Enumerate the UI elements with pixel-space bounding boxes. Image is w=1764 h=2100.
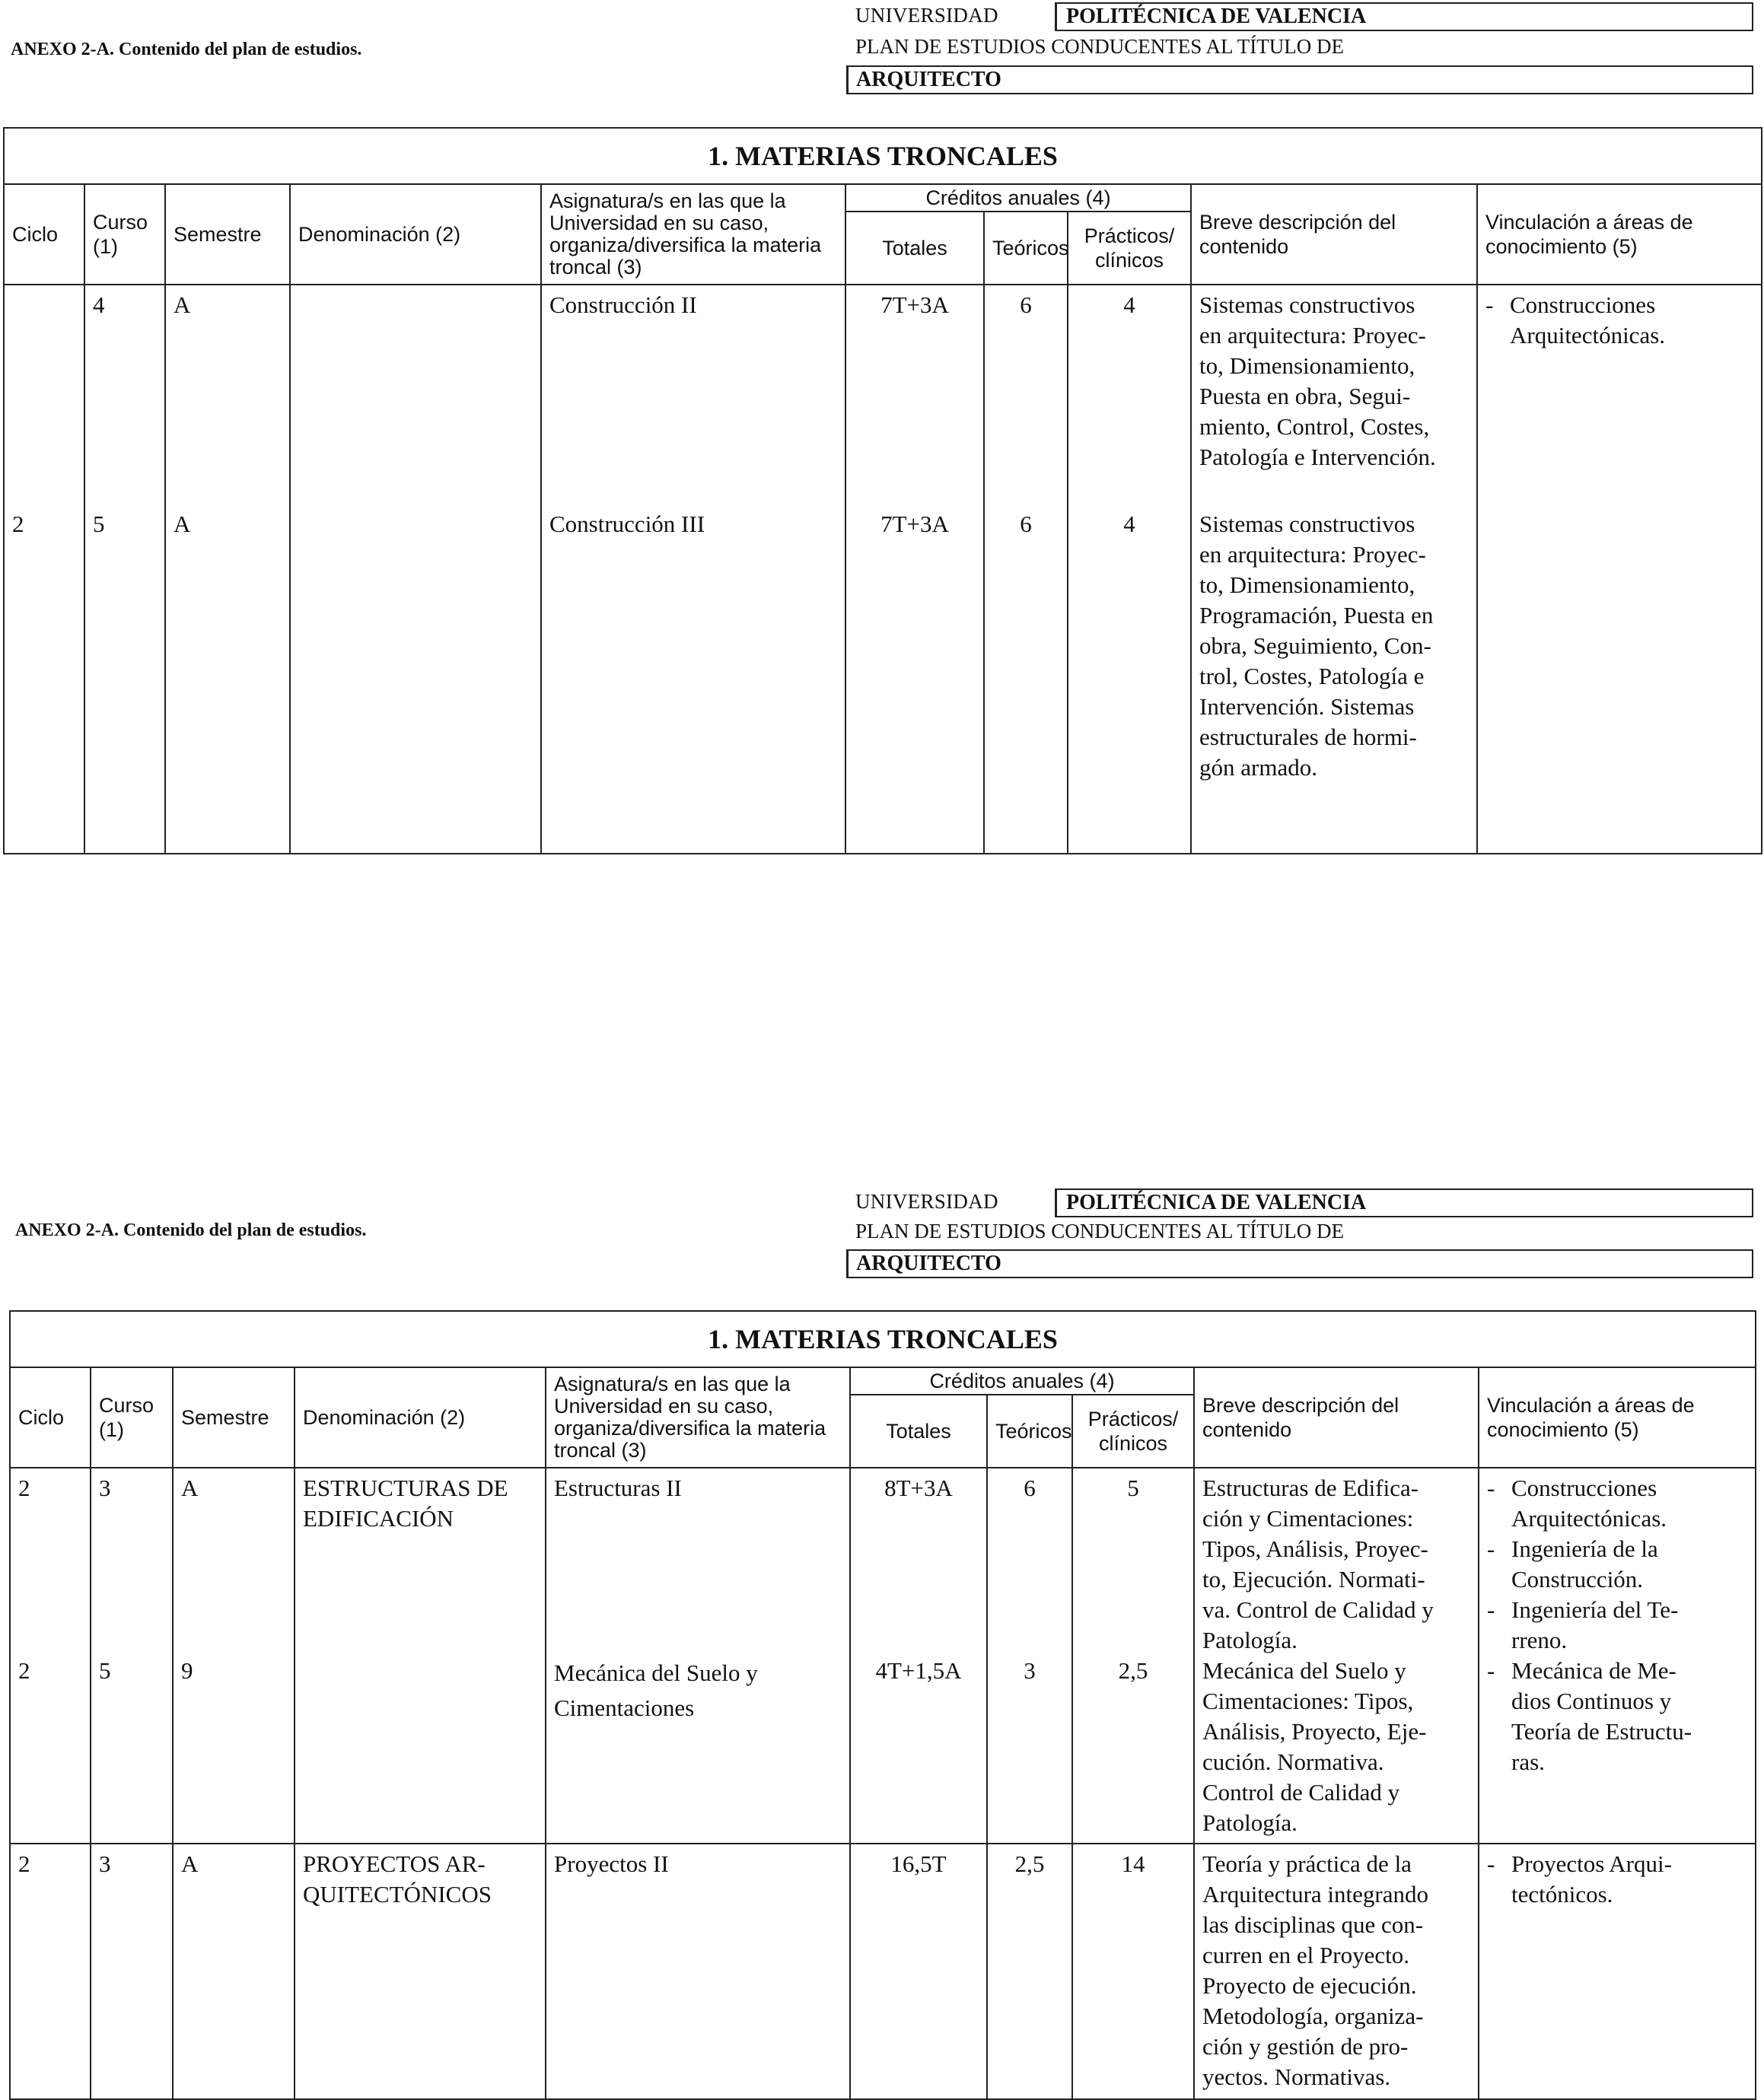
description-line: Metodología, organiza- bbox=[1202, 2003, 1424, 2029]
area-line: Ingeniería del Te- bbox=[1511, 1596, 1679, 1623]
description-line: Sistemas constructivos bbox=[1199, 291, 1415, 318]
curso-value: 3 bbox=[99, 1475, 111, 1501]
header-teoricos: Teóricos bbox=[987, 1395, 1072, 1468]
description-line: Patología e Intervención. bbox=[1199, 444, 1436, 470]
cell-asignatura bbox=[546, 1468, 850, 1844]
cell-totales bbox=[850, 1468, 987, 1844]
cell-descripcion bbox=[1194, 1468, 1479, 1844]
header-totales: Totales bbox=[850, 1395, 987, 1468]
header-asignatura: Asignatura/s en las que la Universidad en su caso, organiza/diversifica la materia troncal (3) bbox=[541, 184, 845, 285]
university-name-box: POLITÉCNICA DE VALENCIA bbox=[1055, 1188, 1753, 1217]
description-line: Sistemas constructivos bbox=[1199, 511, 1415, 537]
cell-semestre: A bbox=[173, 1844, 295, 2099]
description-line: Análisis, Proyecto, Eje- bbox=[1202, 1718, 1427, 1745]
semestre-value: 9 bbox=[181, 1657, 193, 1684]
semestre-value: A bbox=[174, 511, 191, 537]
plan-label: PLAN DE ESTUDIOS CONDUCENTES AL TÍTULO DE bbox=[855, 35, 1344, 58]
practicos-value: 4 bbox=[1123, 511, 1135, 537]
area-line: tectónicos. bbox=[1511, 1881, 1613, 1908]
area-line: Proyectos Arqui- bbox=[1511, 1850, 1672, 1877]
ciclo-value: 2 bbox=[12, 511, 24, 537]
header-creditos: Créditos anuales (4) bbox=[850, 1367, 1194, 1395]
table-title: 1. MATERIAS TRONCALES bbox=[10, 1311, 1756, 1367]
description-line: Puesta en obra, Segui- bbox=[1199, 383, 1411, 409]
cell-ciclo bbox=[10, 1468, 91, 1844]
curso-value: 5 bbox=[93, 511, 105, 537]
asignatura-value: Construcción II bbox=[549, 291, 697, 318]
description-line: va. Control de Calidad y bbox=[1202, 1596, 1434, 1623]
area-line: rreno. bbox=[1511, 1627, 1568, 1653]
cell-descripcion bbox=[1191, 285, 1477, 854]
cell-totales bbox=[845, 285, 984, 854]
area-item: - Construcciones Arquitectónicas. bbox=[1485, 290, 1753, 351]
description-line: Tipos, Análisis, Proyec- bbox=[1202, 1535, 1428, 1562]
practicos-value: 4 bbox=[1123, 291, 1135, 318]
totales-value: 4T+1,5A bbox=[875, 1657, 962, 1684]
totales-value: 7T+3A bbox=[880, 511, 949, 537]
area-line: Construcción. bbox=[1511, 1566, 1644, 1592]
university-label: UNIVERSIDAD bbox=[855, 1190, 998, 1213]
description-line: Patología. bbox=[1202, 1627, 1298, 1653]
asignatura-value: Mecánica del Suelo y bbox=[554, 1659, 758, 1686]
description-line: Proyecto de ejecución. bbox=[1202, 1972, 1417, 1999]
area-item: - Construcciones Arquitectónicas. bbox=[1487, 1473, 1747, 1534]
table-row bbox=[4, 285, 1762, 854]
teoricos-value: 6 bbox=[1020, 511, 1032, 537]
area-line: dios Continuos y bbox=[1511, 1688, 1672, 1714]
area-line: Construcciones bbox=[1511, 1475, 1657, 1501]
totales-value: 8T+3A bbox=[884, 1475, 953, 1501]
header-curso: Curso (1) bbox=[84, 184, 165, 285]
cell-denominacion bbox=[295, 1468, 546, 1844]
cell-teoricos: 2,5 bbox=[987, 1844, 1072, 2099]
university-name-box: POLITÉCNICA DE VALENCIA bbox=[1055, 2, 1753, 31]
cell-semestre bbox=[165, 285, 290, 854]
description-line: to, Dimensionamiento, bbox=[1199, 571, 1415, 598]
description-line: to, Ejecución. Normati- bbox=[1202, 1566, 1425, 1592]
materias-troncales-table bbox=[9, 1310, 1756, 2100]
asignatura-value: Cimentaciones bbox=[554, 1694, 695, 1721]
cell-semestre bbox=[173, 1468, 295, 1844]
table-row bbox=[10, 1468, 1756, 1844]
cell-totales: 16,5T bbox=[850, 1844, 987, 2099]
cell-asignatura bbox=[541, 285, 845, 854]
denominacion-line: EDIFICACIÓN bbox=[303, 1505, 454, 1532]
cell-denominacion bbox=[295, 1844, 546, 2099]
degree-box: ARQUITECTO bbox=[846, 65, 1753, 94]
header-asignatura: Asignatura/s en las que la Universidad en su caso, organiza/diversifica la materia troncal (3) bbox=[546, 1367, 850, 1468]
teoricos-value: 3 bbox=[1024, 1657, 1036, 1684]
table-title: 1. MATERIAS TRONCALES bbox=[4, 128, 1762, 184]
description-line: Teoría y práctica de la bbox=[1202, 1850, 1412, 1877]
semestre-value: A bbox=[174, 291, 191, 318]
ciclo-value: 2 bbox=[18, 1475, 30, 1501]
cell-asignatura: Proyectos II bbox=[546, 1844, 850, 2099]
header-ciclo: Ciclo bbox=[10, 1367, 91, 1468]
area-item: - Mecánica de Me- dios Continuos y Teoría de Estructu- ras. bbox=[1487, 1656, 1747, 1777]
description-line: Cimentaciones: Tipos, bbox=[1202, 1688, 1414, 1714]
description-line: to, Dimensionamiento, bbox=[1199, 352, 1415, 379]
semestre-value: A bbox=[181, 1475, 199, 1501]
cell-vinculacion bbox=[1479, 1844, 1756, 2099]
document-page-2 bbox=[0, 1182, 1764, 2098]
cell-teoricos bbox=[987, 1468, 1072, 1844]
header-creditos: Créditos anuales (4) bbox=[845, 184, 1191, 212]
denominacion-line: ESTRUCTURAS DE bbox=[303, 1475, 508, 1501]
area-line: ras. bbox=[1511, 1748, 1545, 1775]
header-denominacion: Denominación (2) bbox=[290, 184, 541, 285]
cell-descripcion bbox=[1194, 1844, 1479, 2099]
description-line: Patología. bbox=[1202, 1809, 1298, 1836]
area-line: Mecánica de Me- bbox=[1511, 1657, 1676, 1684]
totales-value: 7T+3A bbox=[880, 291, 949, 318]
header-vinculacion: Vinculación a áreas de conocimiento (5) bbox=[1477, 184, 1762, 285]
cell-practicos: 14 bbox=[1072, 1844, 1194, 2099]
asignatura-value: Construcción III bbox=[549, 511, 705, 537]
description-line: cución. Normativa. bbox=[1202, 1748, 1384, 1775]
header-semestre: Semestre bbox=[165, 184, 290, 285]
header-ciclo: Ciclo bbox=[4, 184, 84, 285]
document-page-1 bbox=[0, 0, 1764, 913]
header-teoricos: Teóricos bbox=[984, 212, 1068, 285]
description-line: ción y gestión de pro- bbox=[1202, 2033, 1409, 2060]
header-breve-descripcion: Breve descripción del contenido bbox=[1194, 1367, 1479, 1468]
header-totales: Totales bbox=[845, 212, 984, 285]
practicos-value: 5 bbox=[1127, 1475, 1139, 1501]
annex-heading: ANEXO 2-A. Contenido del plan de estudios. bbox=[15, 1220, 367, 1240]
description-line: Control de Calidad y bbox=[1202, 1779, 1400, 1806]
cell-practicos bbox=[1068, 285, 1191, 854]
description-line: gón armado. bbox=[1199, 754, 1317, 781]
header-semestre: Semestre bbox=[173, 1367, 295, 1468]
header-denominacion: Denominación (2) bbox=[295, 1367, 546, 1468]
description-line: Estructuras de Edifica- bbox=[1202, 1475, 1419, 1501]
cell-teoricos bbox=[984, 285, 1068, 854]
header-practicos: Prácticos/ clínicos bbox=[1068, 212, 1191, 285]
header-vinculacion: Vinculación a áreas de conocimiento (5) bbox=[1479, 1367, 1756, 1468]
area-line: Ingeniería de la bbox=[1511, 1535, 1658, 1562]
practicos-value: 2,5 bbox=[1118, 1657, 1148, 1684]
cell-denominacion bbox=[290, 285, 541, 854]
cell-curso: 3 bbox=[91, 1844, 173, 2099]
cell-vinculacion bbox=[1477, 285, 1762, 854]
area-item: - Proyectos Arqui- tectónicos. bbox=[1487, 1849, 1747, 1910]
description-line: obra, Seguimiento, Con- bbox=[1199, 632, 1431, 659]
area-item: - Ingeniería del Te- rreno. bbox=[1487, 1595, 1747, 1656]
description-line: ción y Cimentaciones: bbox=[1202, 1505, 1414, 1532]
header-practicos: Prácticos/ clínicos bbox=[1072, 1395, 1194, 1468]
materias-troncales-table bbox=[3, 127, 1762, 854]
university-label: UNIVERSIDAD bbox=[855, 4, 998, 27]
description-line: Mecánica del Suelo y bbox=[1202, 1657, 1406, 1684]
asignatura-value: Estructuras II bbox=[554, 1475, 682, 1501]
cell-ciclo bbox=[4, 285, 84, 854]
cell-curso bbox=[91, 1468, 173, 1844]
description-line: trol, Costes, Patología e bbox=[1199, 663, 1425, 689]
header-breve-descripcion: Breve descripción del contenido bbox=[1191, 184, 1477, 285]
annex-heading: ANEXO 2-A. Contenido del plan de estudios. bbox=[11, 40, 362, 59]
description-line: Arquitectura integrando bbox=[1202, 1881, 1428, 1908]
ciclo-value: 2 bbox=[18, 1657, 30, 1684]
area-item: - Ingeniería de la Construcción. bbox=[1487, 1534, 1747, 1595]
denominacion-line: QUITECTÓNICOS bbox=[303, 1881, 492, 1908]
area-line: Teoría de Estructu- bbox=[1511, 1718, 1692, 1745]
cell-curso bbox=[84, 285, 165, 854]
description-line: Intervención. Sistemas bbox=[1199, 693, 1415, 720]
description-line: yectos. Normativas. bbox=[1202, 2063, 1391, 2090]
curso-value: 4 bbox=[93, 291, 105, 318]
denominacion-line: PROYECTOS AR- bbox=[303, 1850, 486, 1877]
plan-label: PLAN DE ESTUDIOS CONDUCENTES AL TÍTULO DE bbox=[855, 1220, 1344, 1242]
curso-value: 5 bbox=[99, 1657, 111, 1684]
area-line: Arquitectónicas. bbox=[1511, 1505, 1667, 1532]
cell-ciclo: 2 bbox=[10, 1844, 91, 2099]
description-line: estructurales de hormi- bbox=[1199, 724, 1417, 750]
degree-box: ARQUITECTO bbox=[846, 1249, 1753, 1278]
teoricos-value: 6 bbox=[1024, 1475, 1036, 1501]
description-line: las disciplinas que con- bbox=[1202, 1911, 1424, 1938]
cell-practicos bbox=[1072, 1468, 1194, 1844]
description-line: en arquitectura: Proyec- bbox=[1199, 541, 1426, 568]
description-line: Programación, Puesta en bbox=[1199, 602, 1434, 628]
teoricos-value: 6 bbox=[1020, 291, 1032, 318]
table-row bbox=[10, 1844, 1756, 2099]
description-line: en arquitectura: Proyec- bbox=[1199, 322, 1426, 348]
description-line: miento, Control, Costes, bbox=[1199, 413, 1430, 440]
cell-vinculacion bbox=[1479, 1468, 1756, 1844]
header-curso: Curso (1) bbox=[91, 1367, 173, 1468]
area-value: Construcciones Arquitectónicas. bbox=[1510, 291, 1666, 348]
description-line: curren en el Proyecto. bbox=[1202, 1942, 1409, 1968]
